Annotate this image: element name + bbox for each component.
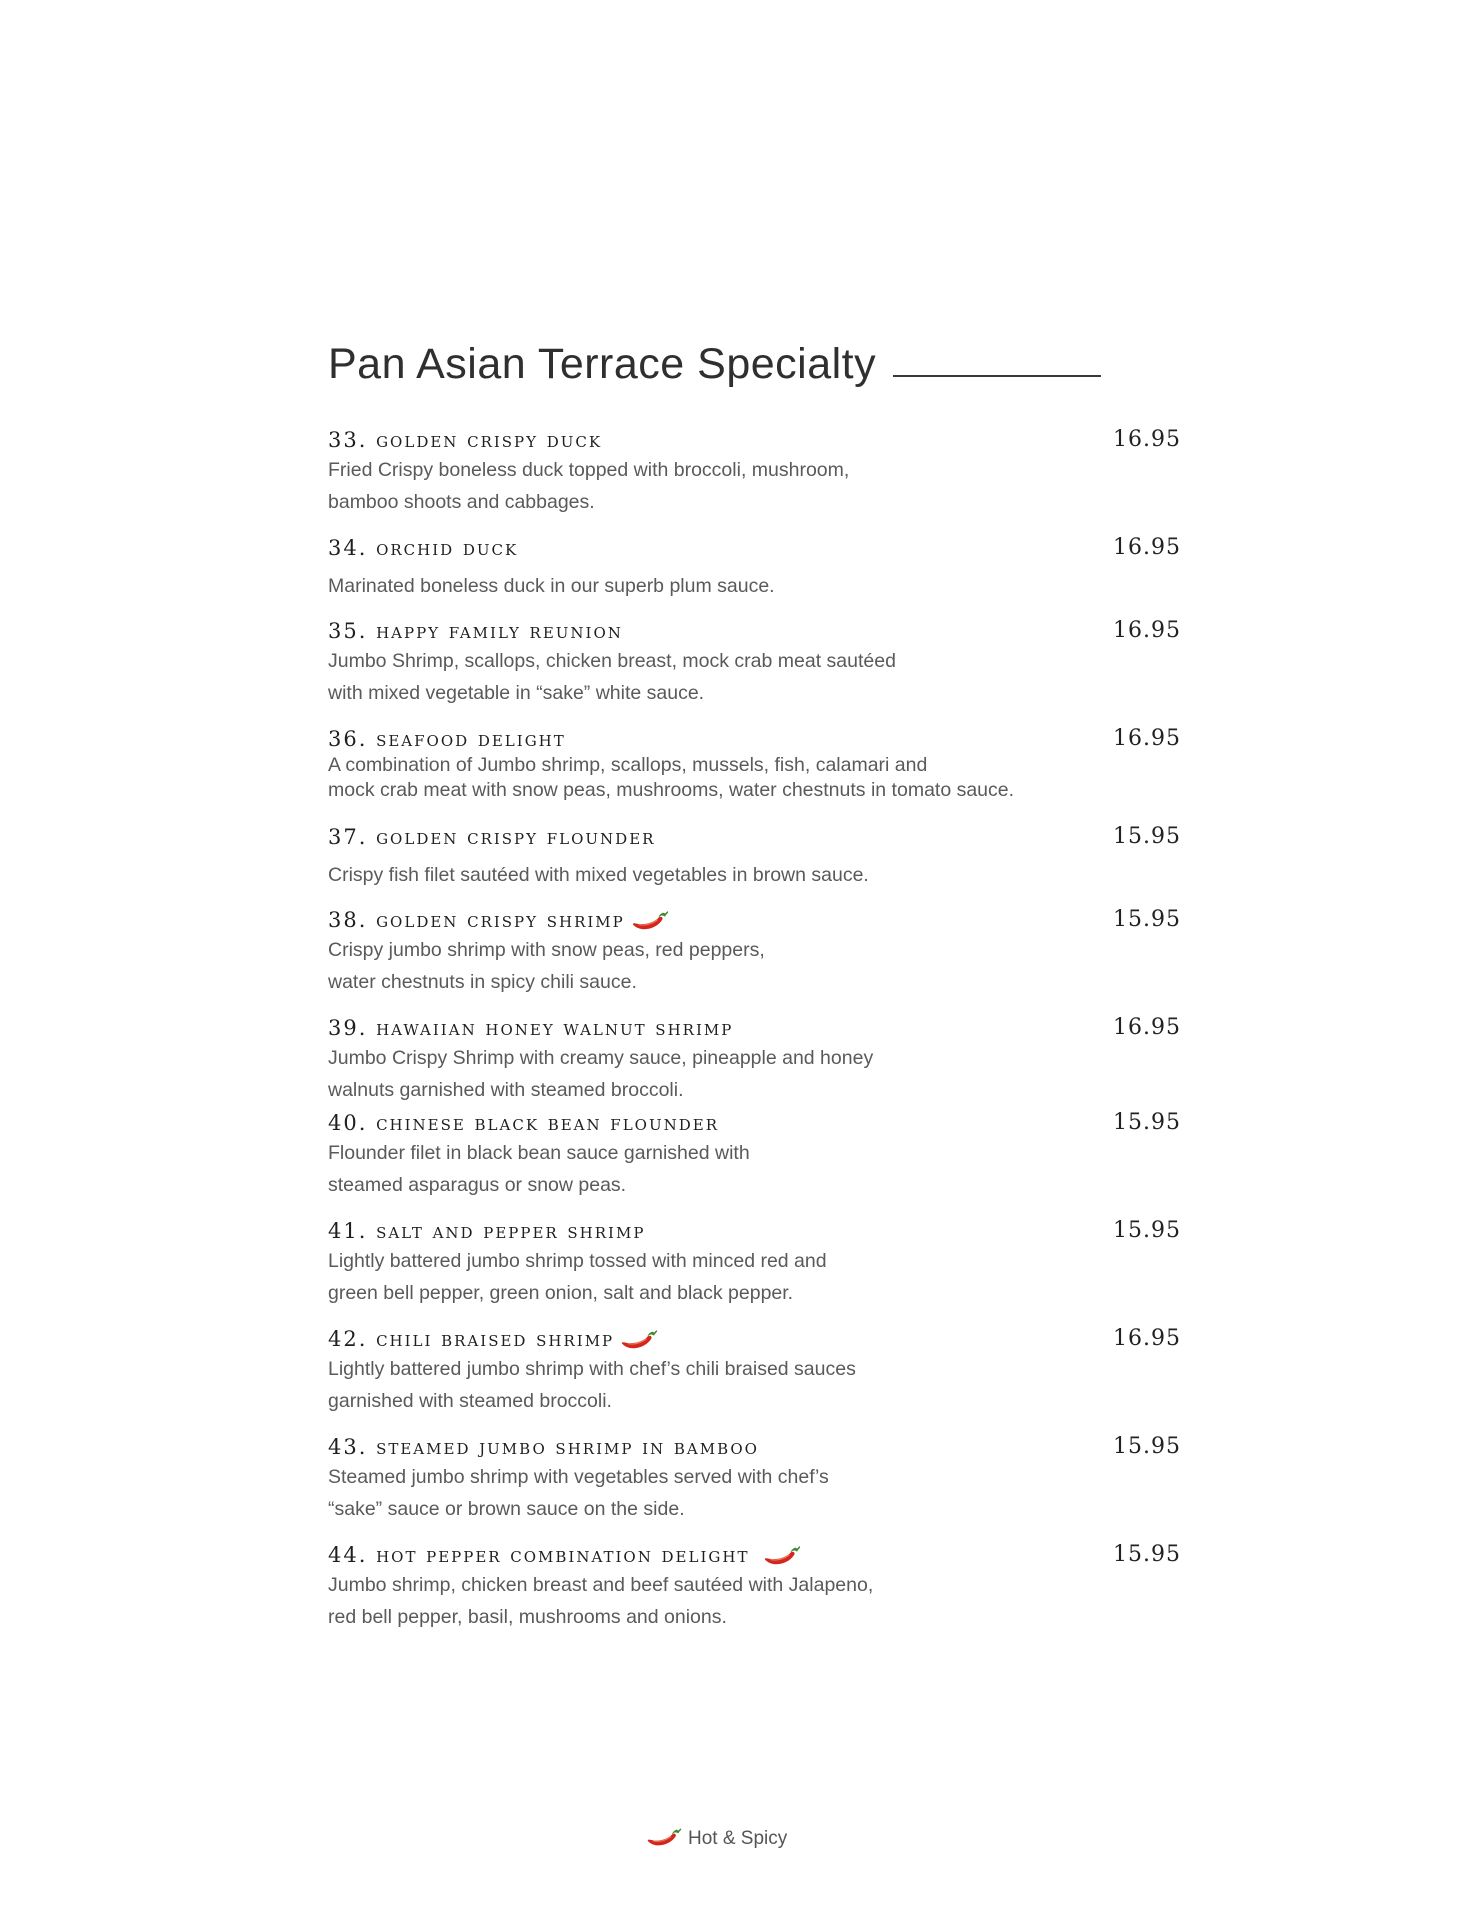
item-description: with mixed vegetable in “sake” white sauce. [328,682,705,704]
item-price: 15.95 [1113,1218,1181,1243]
item-description: Flounder filet in black bean sauce garnished with [328,1142,750,1164]
item-description: Jumbo shrimp, chicken breast and beef sautéed with Jalapeno, [328,1574,874,1597]
menu-item [328,823,1188,891]
item-name: 33. golden crispy duck [328,428,603,452]
item-description: Crispy fish filet sautéed with mixed vegetables in brown sauce. [328,864,869,886]
item-description: “sake” sauce or brown sauce on the side. [328,1498,685,1520]
item-price: 16.95 [1113,1015,1181,1040]
chili-pepper-icon [631,911,669,934]
item-description: garnished with steamed broccoli. [328,1390,612,1413]
item-name: 35. happy family reunion [328,619,623,643]
item-description: Lightly battered jumbo shrimp tossed with minced red and [328,1250,827,1272]
item-name: 42. chili braised shrimp [328,1327,615,1351]
item-description: water chestnuts in spicy chili sauce. [328,971,637,994]
item-name: 41. salt and pepper shrimp [328,1219,646,1243]
item-name: 34. orchid duck [328,536,519,560]
menu-item [328,725,1188,803]
item-description: Lightly battered jumbo shrimp with chef’s chili braised sauces [328,1358,856,1381]
item-description: Jumbo Shrimp, scallops, chicken breast, mock crab meat sautéed [328,650,896,672]
item-description: mock crab meat with snow peas, mushrooms, water chestnuts in tomato sauce. [328,779,1015,801]
chili-pepper-icon [646,1828,682,1850]
item-price: 16.95 [1113,726,1181,751]
item-description: A combination of Jumbo shrimp, scallops, mussels, fish, calamari and [328,754,928,776]
item-price: 15.95 [1113,824,1181,849]
title-divider [893,375,1101,377]
item-description: Crispy jumbo shrimp with snow peas, red peppers, [328,939,765,962]
chili-pepper-icon [763,1546,801,1569]
item-description: green bell pepper, green onion, salt and black pepper. [328,1282,794,1304]
item-price: 16.95 [1113,1326,1181,1351]
menu-item [328,534,1188,602]
item-name: 37. golden crispy flounder [328,825,656,849]
menu-item [328,1325,1188,1417]
item-description: Marinated boneless duck in our superb plum sauce. [328,575,775,597]
legend-label: Hot & Spicy [688,1828,788,1850]
menu-item [328,1433,1188,1525]
item-description: steamed asparagus or snow peas. [328,1174,627,1196]
item-description: Steamed jumbo shrimp with vegetables served with chef’s [328,1466,829,1488]
item-price: 15.95 [1113,1434,1181,1459]
menu-item [328,1217,1188,1309]
menu-item [328,1014,1188,1106]
item-description: red bell pepper, basil, mushrooms and onions. [328,1606,727,1629]
item-name: 39. hawaiian honey walnut shrimp [328,1016,734,1040]
item-name: 40. chinese black bean flounder [328,1111,720,1135]
item-name: 38. golden crispy shrimp [328,908,625,932]
item-description: bamboo shoots and cabbages. [328,491,595,513]
item-price: 16.95 [1113,427,1181,452]
item-description: walnuts garnished with steamed broccoli. [328,1079,684,1101]
menu-item [328,617,1188,709]
item-description: Jumbo Crispy Shrimp with creamy sauce, pineapple and honey [328,1047,874,1069]
item-price: 16.95 [1113,618,1181,643]
item-price: 15.95 [1113,1542,1181,1567]
menu-item [328,1109,1188,1201]
item-price: 15.95 [1113,1110,1181,1135]
item-name: 36. seafood delight [328,727,566,751]
menu-item [328,426,1188,518]
item-description: Fried Crispy boneless duck topped with broccoli, mushroom, [328,459,850,481]
item-price: 15.95 [1113,907,1181,932]
menu-item [328,906,1188,998]
item-name: 43. steamed jumbo shrimp in bamboo [328,1435,759,1459]
section-title: Pan Asian Terrace Specialty [328,340,877,388]
item-price: 16.95 [1113,535,1181,560]
spicy-legend [646,1828,787,1850]
menu-item [328,1541,1188,1633]
item-name: 44. hot pepper combination delight [328,1543,750,1567]
chili-pepper-icon [620,1330,658,1353]
